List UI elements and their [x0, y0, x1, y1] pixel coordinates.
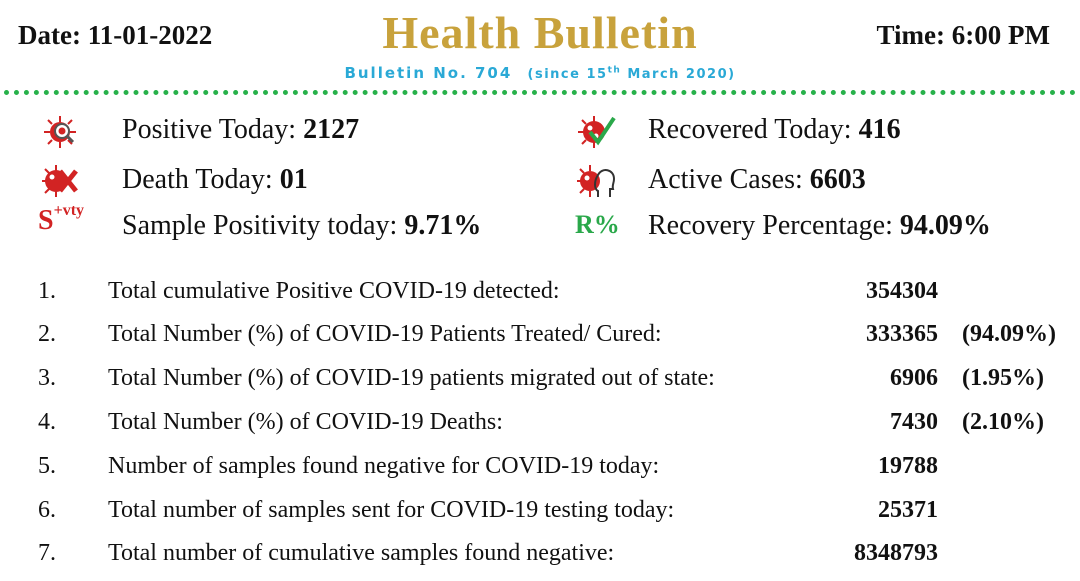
row-label: Total cumulative Positive COVID-19 detected:	[108, 278, 560, 304]
virus-check-icon	[576, 112, 616, 152]
bulletin-title: Health Bulletin	[382, 7, 698, 58]
row-value: 7430	[890, 409, 938, 435]
bulletin-since	[528, 67, 736, 82]
row-label: Total Number (%) of COVID-19 Patients Treated/ Cured:	[108, 321, 662, 347]
sample-positivity	[122, 210, 481, 242]
death-today-value: 01	[279, 164, 308, 195]
positive-today	[122, 114, 359, 146]
row-value: 19788	[878, 453, 938, 479]
row-value: 25371	[878, 497, 938, 523]
since-prefix: (since 15	[527, 67, 608, 82]
recovered-today-value: 416	[858, 114, 901, 145]
table-row	[0, 540, 1080, 570]
row-percentage: (1.95%)	[962, 365, 1044, 391]
sample-positivity-badge-sup: +vty	[53, 201, 85, 219]
positive-today-value: 2127	[303, 114, 360, 145]
death-today-label: Death Today:	[122, 164, 280, 195]
bulletin-number	[0, 64, 1080, 82]
row-label: Total Number (%) of COVID-19 patients migrated out of state:	[108, 365, 715, 391]
table-row	[0, 409, 1080, 439]
recovery-percentage-badge: R%	[575, 210, 620, 239]
active-cases	[648, 164, 866, 196]
since-sup: th	[607, 65, 622, 76]
row-value: 354304	[866, 278, 938, 304]
virus-head-icon	[576, 161, 616, 201]
recovery-percentage-value: 94.09%	[899, 210, 991, 241]
table-row	[0, 321, 1080, 351]
row-percentage: (94.09%)	[962, 321, 1056, 347]
dotted-divider	[4, 90, 1076, 95]
row-label: Total number of samples sent for COVID-19 testing today:	[108, 497, 675, 523]
row-number: 6.	[38, 497, 56, 523]
table-row	[0, 278, 1080, 308]
row-number: 2.	[38, 321, 56, 347]
row-number: 1.	[38, 278, 56, 304]
row-number: 7.	[38, 540, 56, 566]
virus-cross-icon	[40, 161, 80, 201]
recovery-percentage-label: Recovery Percentage:	[648, 210, 900, 241]
recovered-today	[648, 114, 901, 146]
row-label: Number of samples found negative for COVID-19 today:	[108, 453, 660, 479]
row-value: 333365	[866, 321, 938, 347]
row-value: 6906	[890, 365, 938, 391]
recovery-percentage	[648, 210, 991, 242]
table-row	[0, 497, 1080, 527]
sample-positivity-label: Sample Positivity today:	[122, 210, 405, 241]
row-number: 5.	[38, 453, 56, 479]
table-row	[0, 365, 1080, 395]
positive-today-label: Positive Today:	[122, 114, 304, 145]
death-today	[122, 164, 308, 196]
sample-positivity-value: 9.71%	[404, 210, 482, 241]
sample-positivity-badge	[38, 201, 85, 237]
sample-positivity-badge-letter: S	[38, 205, 54, 236]
table-row	[0, 453, 1080, 483]
active-cases-value: 6603	[809, 164, 866, 195]
active-cases-label: Active Cases:	[648, 164, 810, 195]
row-number: 4.	[38, 409, 56, 435]
virus-search-icon	[40, 112, 80, 152]
bulletin-date: Date: 11-01-2022	[18, 20, 213, 50]
row-label: Total number of cumulative samples found negative:	[108, 540, 615, 566]
since-suffix: March 2020)	[621, 67, 736, 82]
bulletin-number-text: Bulletin No. 704	[344, 64, 513, 82]
recovered-today-label: Recovered Today:	[648, 114, 859, 145]
row-label: Total Number (%) of COVID-19 Deaths:	[108, 409, 503, 435]
row-percentage: (2.10%)	[962, 409, 1044, 435]
bulletin-time: Time: 6:00 PM	[876, 20, 1050, 50]
row-number: 3.	[38, 365, 56, 391]
row-value: 8348793	[854, 540, 938, 566]
